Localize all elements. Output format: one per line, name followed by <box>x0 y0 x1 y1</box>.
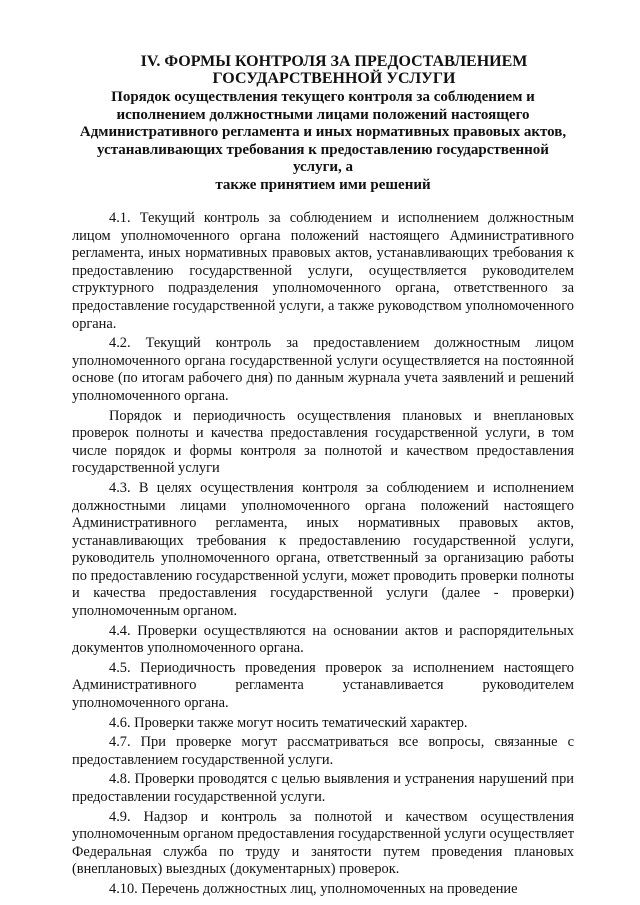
paragraph-4-2: 4.2. Текущий контроль за предоставлением должностным лицом уполномоченного органа государственной услуги осуществляется на постоянной основе (по итогам рабочего дня) по данным журнала учета заявлений и решений уполномоченного органа. <box>72 335 574 404</box>
paragraph-4-3: 4.3. В целях осуществления контроля за соблюдением и исполнением должностными лицами уполномоченного органа положений настоящего Административного регламента, иных нормативных правовых актов, устанавливающих требования к предоставлению государственной услуги, руководитель уполномоченного органа, ответственный за организацию работы по предоставлению государственной услуги, может проводить проверки полноты и качества предоставления государственной услуги (далее - проверки) уполномоченным органом. <box>72 479 574 620</box>
paragraph-4-7: 4.7. При проверке могут рассматриваться все вопросы, связанные с предоставлением государственной услуги. <box>72 734 574 768</box>
paragraph-4-10: 4.10. Перечень должностных лиц, уполномоченных на проведение <box>109 880 518 897</box>
subsection-heading <box>72 89 574 194</box>
section-heading <box>72 0 574 87</box>
paragraph-4-4: 4.4. Проверки осуществляются на основании актов и распорядительных документов уполномоченного органа. <box>72 622 574 657</box>
paragraph-4-9: 4.9. Надзор и контроль за полнотой и качеством осуществления уполномоченным органом предоставления государственной услуги осуществляет Федеральная служба по труду и занятости путем проведения плановых (внеплановых) выездных (документарных) проверок. <box>72 808 574 878</box>
paragraph-4-6: 4.6. Проверки также могут носить тематический характер. <box>109 714 468 731</box>
paragraph-procedure-title: Порядок и периодичность осуществления плановых и внеплановых проверок полноты и качества предоставления государственной услуги, в том числе порядок и формы контроля за полнотой и качеством предоставления государственной услуги <box>72 407 574 477</box>
document-body <box>72 210 574 899</box>
subsection-heading-line-2: исполнением должностными лицами положений настоящего <box>116 106 530 123</box>
subsection-heading-line-1: Порядок осуществления текущего контроля за соблюдением и <box>111 89 535 105</box>
subsection-heading-line-4: устанавливающих требования к предоставлению государственной услуги, а <box>97 141 549 175</box>
paragraph-4-5: 4.5. Периодичность проведения проверок за исполнением настоящего Административного регламента устанавливается руководителем уполномоченного органа. <box>72 659 574 712</box>
subsection-heading-line-3: Административного регламента и иных нормативных правовых актов, <box>79 124 567 140</box>
section-heading-line-2: ГОСУДАРСТВЕННОЙ УСЛУГИ <box>212 70 456 87</box>
subsection-heading-line-5: также принятием ими решений <box>215 176 431 193</box>
section-heading-line-1: IV. ФОРМЫ КОНТРОЛЯ ЗА ПРЕДОСТАВЛЕНИЕМ <box>140 53 528 70</box>
paragraph-4-8: 4.8. Проверки проводятся с целью выявления и устранения нарушений при предоставлении государственной услуги. <box>72 771 574 805</box>
paragraph-4-1: 4.1. Текущий контроль за соблюдением и исполнением должностным лицом уполномоченного органа положений настоящего Административного регламента, иных нормативных правовых актов, устанавливающих требования к предоставлению государственной услуги, осуществляется руководителем структурного подразделения уполномоченного органа, ответственного за предоставление государственной услуги, а также руководством уполномоченного органа. <box>72 210 574 332</box>
